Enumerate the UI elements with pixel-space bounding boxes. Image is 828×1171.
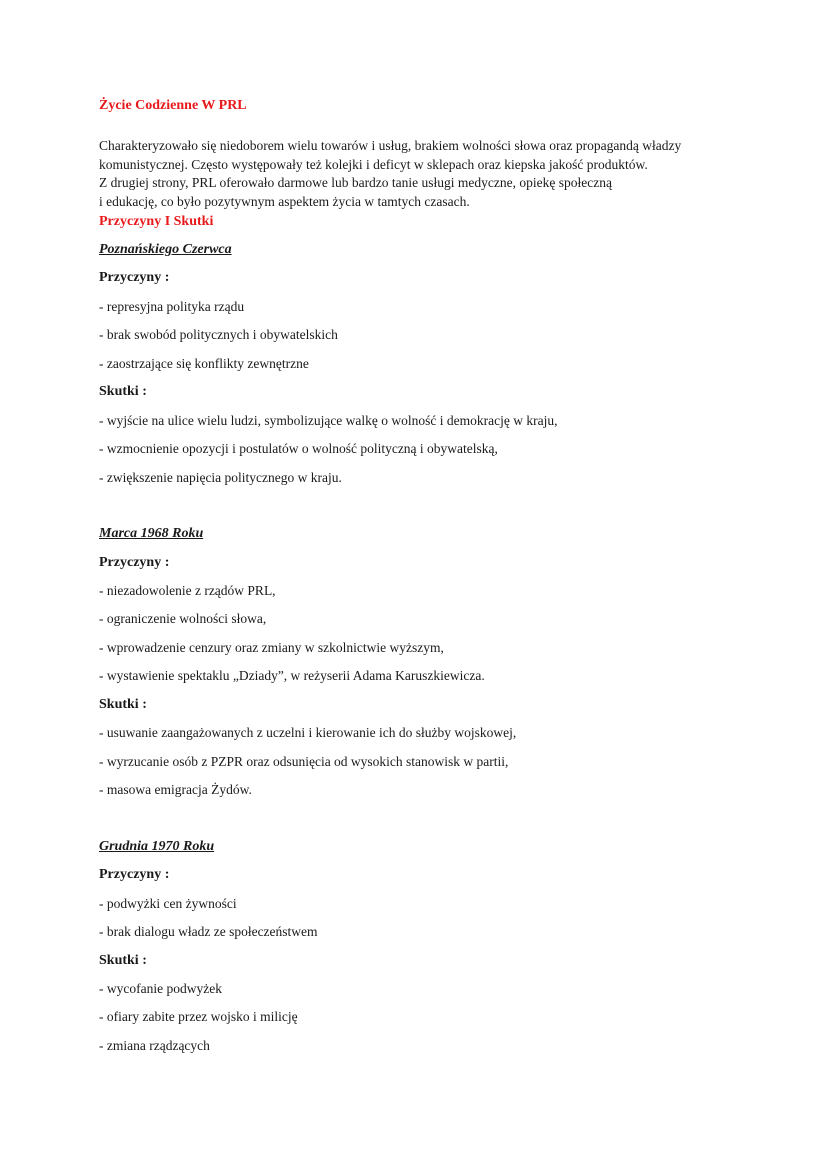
effects-label: Skutki : — [99, 384, 147, 399]
intro-paragraph — [99, 137, 681, 211]
section-title: Marca 1968 Roku — [99, 526, 204, 541]
intro-line: i edukację, co było pozytywnym aspektem życia w tamtych czasach. — [99, 193, 470, 209]
causes-effects-heading: Przyczyny I Skutki — [99, 214, 214, 229]
list-item: - usuwanie zaangażowanych z uczelni i kierowanie ich do służby wojskowej, — [99, 725, 517, 740]
list-item: - podwyżki cen żywności — [99, 896, 237, 911]
list-item: - ofiary zabite przez wojsko i milicję — [99, 1009, 298, 1024]
list-item: - zwiększenie napięcia politycznego w kraju. — [99, 470, 342, 485]
intro-line: Charakteryzowało się niedoborem wielu towarów i usług, brakiem wolności słowa oraz propagandą władzy — [99, 138, 682, 153]
causes-label: Przyczyny : — [99, 555, 170, 570]
causes-label: Przyczyny : — [99, 867, 170, 882]
list-item: - represyjna polityka rządu — [99, 299, 245, 314]
list-item: - wyrzucanie osób z PZPR oraz odsunięcia od wysokich stanowisk w partii, — [99, 754, 509, 769]
section-title: Grudnia 1970 Roku — [99, 839, 215, 854]
effects-label: Skutki : — [99, 697, 147, 712]
list-item: - brak dialogu władz ze społeczeństwem — [99, 924, 318, 939]
list-item: - niezadowolenie z rządów PRL, — [99, 583, 276, 598]
list-item: - brak swobód politycznych i obywatelskich — [99, 327, 338, 342]
effects-label: Skutki : — [99, 953, 147, 968]
causes-label: Przyczyny : — [99, 270, 170, 285]
list-item: - wzmocnienie opozycji i postulatów o wolność polityczną i obywatelską, — [99, 441, 498, 456]
list-item: - zmiana rządzących — [99, 1038, 210, 1053]
list-item: - wyjście na ulice wielu ludzi, symbolizujące walkę o wolność i demokrację w kraju, — [99, 413, 558, 428]
document-title: Życie Codzienne W PRL — [99, 98, 247, 113]
intro-line: Z drugiej strony, PRL oferowało darmowe lub bardzo tanie usługi medyczne, opiekę społeczną — [99, 175, 612, 190]
section-title: Poznańskiego Czerwca — [99, 242, 232, 257]
intro-line: komunistycznej. Często występowały też kolejki i deficyt w sklepach oraz kiepska jakość produktów. — [99, 156, 648, 172]
list-item: - wystawienie spektaklu „Dziady”, w reżyserii Adama Karuszkiewicza. — [99, 668, 485, 683]
list-item: - masowa emigracja Żydów. — [99, 782, 252, 797]
list-item: - wycofanie podwyżek — [99, 981, 222, 996]
list-item: - wprowadzenie cenzury oraz zmiany w szkolnictwie wyższym, — [99, 640, 444, 655]
list-item: - zaostrzające się konflikty zewnętrzne — [99, 356, 309, 371]
list-item: - ograniczenie wolności słowa, — [99, 611, 267, 626]
